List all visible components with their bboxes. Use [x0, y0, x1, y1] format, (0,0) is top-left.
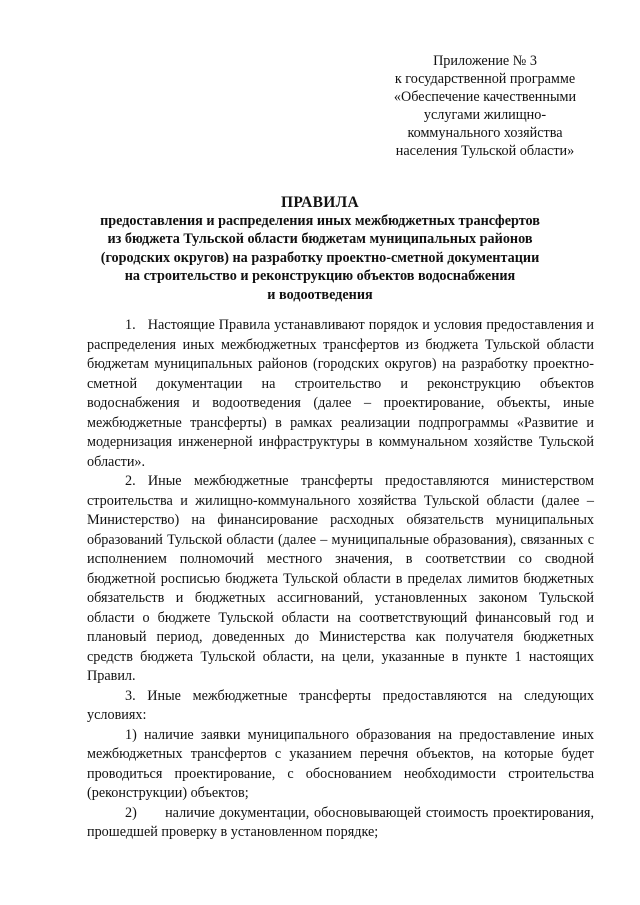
- subtitle-line: предоставления и распределения иных межбюджетных трансфертов: [100, 213, 540, 229]
- appendix-line: услугами жилищно-: [423, 107, 547, 123]
- appendix-header: [360, 52, 610, 160]
- document-subtitle: [95, 212, 545, 304]
- paragraph-1: 1. Настоящие Правила устанавливают порядок и условия предоставления и распределения иных межбюджетных трансфертов из бюджета Тульской области бюджетам муниципальных районов (городских округов) на разработку проектно-сметной документации на строительство и реконструкцию объектов водоснабжения и водоотведения (далее – проектирование, объекты, иные межбюджетные трансферты) в рамках реализации подпрограммы «Развитие и модернизация инженерной инфраструктуры в коммунальном хозяйстве Тульской области».: [87, 317, 594, 470]
- paragraph-3-item-2: 2) наличие документации, обосновывающей стоимость проектирования, прошедшей проверку в установленном порядке;: [87, 804, 594, 840]
- document-title: ПРАВИЛА: [281, 194, 359, 211]
- paragraph-3: 3. Иные межбюджетные трансферты предоставляются на следующих условиях:: [87, 687, 594, 723]
- subtitle-line: и водоотведения: [267, 286, 373, 303]
- subtitle-line: из бюджета Тульской области бюджетам муниципальных районов: [107, 231, 533, 248]
- appendix-line: «Обеспечение качественными: [393, 89, 577, 105]
- document-body: [87, 316, 594, 843]
- paragraph-3-item-1: 1) наличие заявки муниципального образования на предоставление иных межбюджетных трансфертов с указанием перечня объектов, на которые будет проводиться проектирование, с обоснованием необходимости строительства (реконструкции) объектов;: [87, 726, 594, 801]
- subtitle-line: (городских округов) на разработку проектно-сметной документации: [100, 249, 540, 266]
- subtitle-line: на строительство и реконструкцию объектов водоснабжения: [124, 268, 516, 285]
- appendix-line: Приложение № 3: [433, 53, 537, 69]
- appendix-line: к государственной программе: [394, 71, 576, 87]
- paragraph-2: 2. Иные межбюджетные трансферты предоставляются министерством строительства и жилищно-коммунального хозяйства Тульской области (далее – Министерство) на финансирование расходных обязательств муниципальных образований Тульской области (далее – муниципальные образования), связанных с исполнением полномочий местного значения, в соответствии со сводной бюджетной росписью бюджета Тульской области в пределах лимитов бюджетных обязательств и бюджетных ассигнований, установленных законом Тульской области о бюджете Тульской области на соответствующий финансовый год и плановый период, доведенных до Министерства как получателя бюджетных средств бюджета Тульской области, на цели, указанные в пункте 1 настоящих Правил.: [87, 473, 594, 684]
- appendix-line: населения Тульской области»: [395, 143, 575, 159]
- appendix-line: коммунального хозяйства: [407, 125, 563, 141]
- document-heading: [95, 193, 545, 304]
